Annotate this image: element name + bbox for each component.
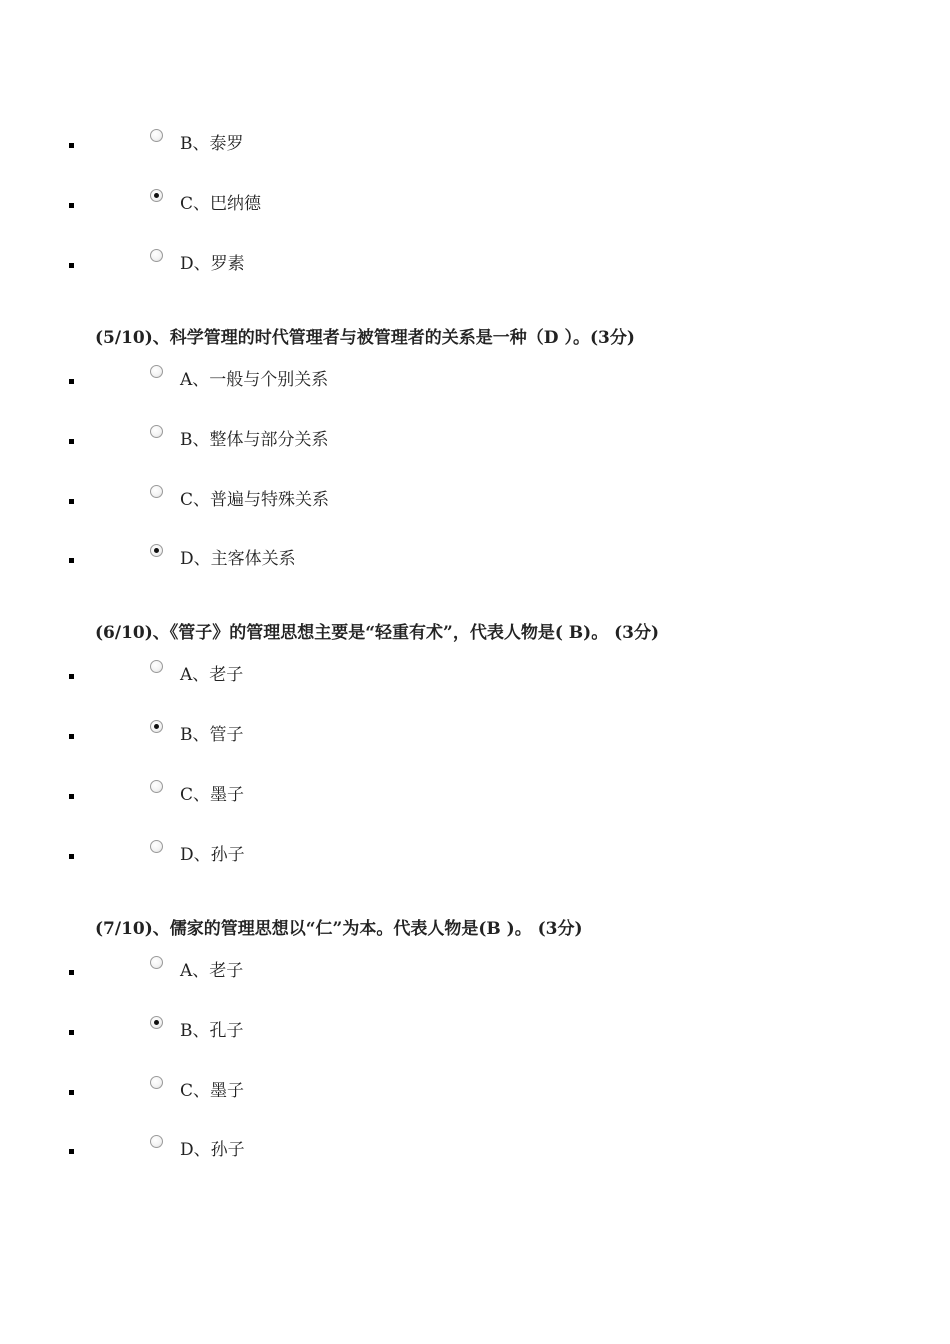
option-label: B、泰罗 xyxy=(180,134,244,154)
option-row xyxy=(0,955,950,985)
option-row xyxy=(0,484,950,514)
radio-button-selected[interactable] xyxy=(150,544,163,557)
option-row xyxy=(0,364,950,394)
bullet-icon xyxy=(69,734,74,739)
option-label: C、墨子 xyxy=(180,1081,245,1101)
radio-button[interactable] xyxy=(150,660,163,673)
option-row xyxy=(0,779,950,809)
radio-button[interactable] xyxy=(150,129,163,142)
option-row xyxy=(0,248,950,278)
radio-button-selected[interactable] xyxy=(150,1016,163,1029)
question-title-6: (6/10)、《管子》的管理思想主要是“轻重有术”，代表人物是( B)。 (3分) xyxy=(95,623,660,643)
option-label: A、老子 xyxy=(180,665,244,685)
bullet-icon xyxy=(69,1090,74,1095)
option-label: D、孙子 xyxy=(180,1140,245,1160)
option-row xyxy=(0,188,950,218)
bullet-icon xyxy=(69,379,74,384)
bullet-icon xyxy=(69,1149,74,1154)
bullet-icon xyxy=(69,794,74,799)
bullet-icon xyxy=(69,203,74,208)
radio-button[interactable] xyxy=(150,956,163,969)
radio-button[interactable] xyxy=(150,1135,163,1148)
bullet-icon xyxy=(69,499,74,504)
radio-button[interactable] xyxy=(150,365,163,378)
option-row xyxy=(0,1015,950,1045)
option-row xyxy=(0,1134,950,1164)
radio-button[interactable] xyxy=(150,840,163,853)
bullet-icon xyxy=(69,558,74,563)
option-label: C、巴纳德 xyxy=(180,194,262,214)
bullet-icon xyxy=(69,263,74,268)
bullet-icon xyxy=(69,439,74,444)
bullet-icon xyxy=(69,143,74,148)
option-label: C、墨子 xyxy=(180,785,245,805)
option-label: D、孙子 xyxy=(180,845,245,865)
option-row xyxy=(0,659,950,689)
question-title-7: (7/10)、儒家的管理思想以“仁”为本。代表人物是(B )。 (3分) xyxy=(95,919,583,939)
radio-button[interactable] xyxy=(150,485,163,498)
bullet-icon xyxy=(69,970,74,975)
option-label: C、普遍与特殊关系 xyxy=(180,490,330,510)
option-row xyxy=(0,719,950,749)
option-label: D、主客体关系 xyxy=(180,549,296,569)
bullet-icon xyxy=(69,674,74,679)
radio-button-selected[interactable] xyxy=(150,189,163,202)
option-row xyxy=(0,128,950,158)
option-row xyxy=(0,839,950,869)
option-label: B、管子 xyxy=(180,725,244,745)
option-row xyxy=(0,1075,950,1105)
option-label: A、一般与个别关系 xyxy=(180,370,329,390)
option-row xyxy=(0,543,950,573)
radio-button[interactable] xyxy=(150,425,163,438)
radio-button-selected[interactable] xyxy=(150,720,163,733)
option-row xyxy=(0,424,950,454)
radio-button[interactable] xyxy=(150,249,163,262)
option-label: D、罗素 xyxy=(180,254,245,274)
bullet-icon xyxy=(69,1030,74,1035)
option-label: A、老子 xyxy=(180,961,244,981)
radio-button[interactable] xyxy=(150,1076,163,1089)
option-label: B、孔子 xyxy=(180,1021,244,1041)
radio-button[interactable] xyxy=(150,780,163,793)
option-label: B、整体与部分关系 xyxy=(180,430,329,450)
question-title-5: (5/10)、科学管理的时代管理者与被管理者的关系是一种（D ）。(3分) xyxy=(95,328,635,348)
bullet-icon xyxy=(69,854,74,859)
